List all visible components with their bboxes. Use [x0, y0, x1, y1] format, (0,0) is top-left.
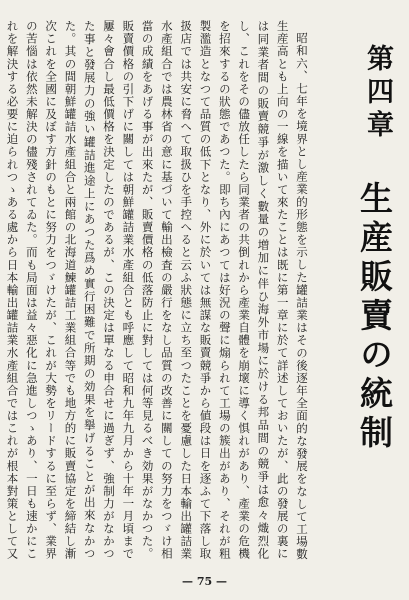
chapter-title: 生産販賣の統制: [355, 181, 394, 454]
body-text: [5, 20, 311, 560]
page-number: — 75 —: [182, 575, 227, 588]
chapter-heading: [355, 44, 393, 454]
body-paragraph: 昭和六、七年を境界とし産業的形態を示した罐詰業はその後逐年全面的な發展をなして工場數生産高とも上向の一線を描いて來たことは既に第一章に於て詳述しておいたが、此の發展の裏には同業者間の販賣競爭が激しく數量の増加に伴ひ海外市場に於ける邦品間の競爭は愈々熾烈化し、これをその儘放任したら同業者の共倒れから產業自體を崩壞に導く惧れがあり、產業の危機を招來するの狀態であつた。即ち內にあつては好況の聲に煽られて工場の簇出があり、それが粗製濫造となつて品質の低下となり、外に於いては無謀な販賣競爭から値段は日を逐ふて下落し取扱店では共安に脅へて取扱ひを手控へると云ふ狀態に立ち至つたことを憂慮した日本輸出罐詰業水產組合では農林省の意に基づいて輸出檢査の嚴行をなし品質の改善に關しての努力をつゞけ相當の成績をあげる事が出來たが、販賣價格の低落防止に對しては何等見るべき効果がなかつた。販賣價格の引下げに關しては朝鮮罐詰業水產組合とも呼應して昭和九年九月から十年一月頃まで屢々會合し最低價格を決定したのであるが、この決定は單なる申合せに過ぎず、強制力がなかつた事と發展力の強い罐詰進途上にあつた爲め實行困難で所期の効果を擧げることが出來なかつた。其の間朝鮮罐詰水產組合と兩館の北海道鰊罐詰工業組合等でも地方的に販賣協定を締結し漸次これを全國に及ぼす方針のもとに努力をつゞけたが、これが大勢をリードするに至らず、業界の苦惱は依然未解決の儘殘されてゐた。而も局面は益々惡化に急進しつゝあり、一日も速かにこれを解決する必要に迫られつゝある處から日本輸出罐詰業水產組合ではこれが根本對策として又: [5, 20, 309, 560]
chapter-number: 第四章: [362, 44, 393, 143]
